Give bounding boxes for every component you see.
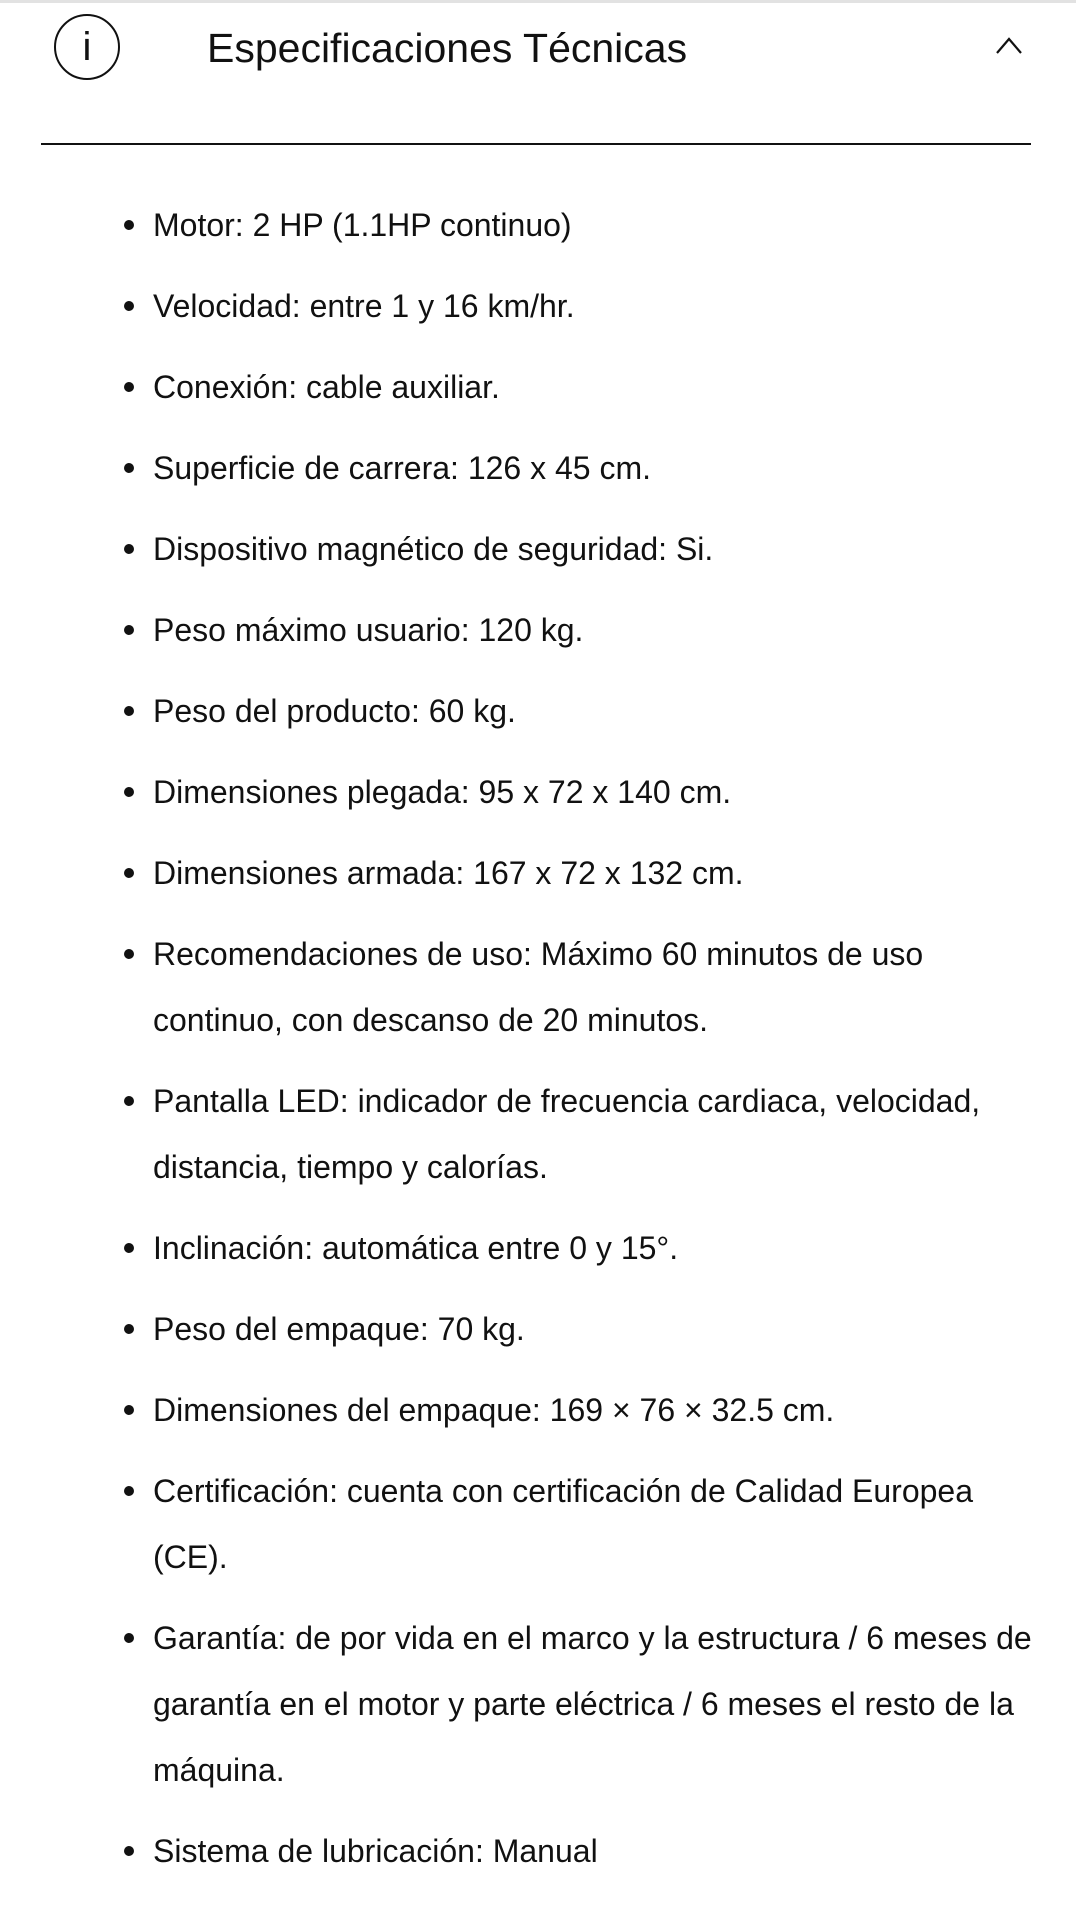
spec-item: Superficie de carrera: 126 x 45 cm.	[0, 435, 1076, 501]
spec-item: Peso del producto: 60 kg.	[0, 678, 1076, 744]
spec-item: Motor: 2 HP (1.1HP continuo)	[0, 192, 1076, 258]
spec-item: Dimensiones del empaque: 169 × 76 × 32.5 cm.	[0, 1377, 1076, 1443]
spec-item: Peso del empaque: 70 kg.	[0, 1296, 1076, 1362]
specs-list	[0, 192, 1076, 1899]
section-title: Especificaciones Técnicas	[207, 25, 688, 71]
spec-item: Dimensiones armada: 167 x 72 x 132 cm.	[0, 840, 1076, 906]
spec-item: Dimensiones plegada: 95 x 72 x 140 cm.	[0, 759, 1076, 825]
spec-item: Peso máximo usuario: 120 kg.	[0, 597, 1076, 663]
spec-item: Dispositivo magnético de seguridad: Si.	[0, 516, 1076, 582]
info-icon: i	[54, 14, 120, 80]
spec-item: Garantía: de por vida en el marco y la estructura / 6 meses de garantía en el motor y parte eléctrica / 6 meses el resto de la máquina.	[0, 1605, 1076, 1803]
spec-item: Certificación: cuenta con certificación de Calidad Europea (CE).	[0, 1458, 1076, 1590]
specs-accordion-header[interactable]	[0, 0, 1076, 100]
spec-item: Inclinación: automática entre 0 y 15°.	[0, 1215, 1076, 1281]
spec-item: Velocidad: entre 1 y 16 km/hr.	[0, 273, 1076, 339]
divider	[41, 143, 1031, 145]
spec-item: Sistema de lubricación: Manual	[0, 1818, 1076, 1884]
spec-item: Recomendaciones de uso: Máximo 60 minutos de uso continuo, con descanso de 20 minutos.	[0, 921, 1076, 1053]
spec-item: Conexión: cable auxiliar.	[0, 354, 1076, 420]
chevron-up-icon[interactable]	[996, 34, 1022, 60]
spec-item: Pantalla LED: indicador de frecuencia cardiaca, velocidad, distancia, tiempo y calorías.	[0, 1068, 1076, 1200]
